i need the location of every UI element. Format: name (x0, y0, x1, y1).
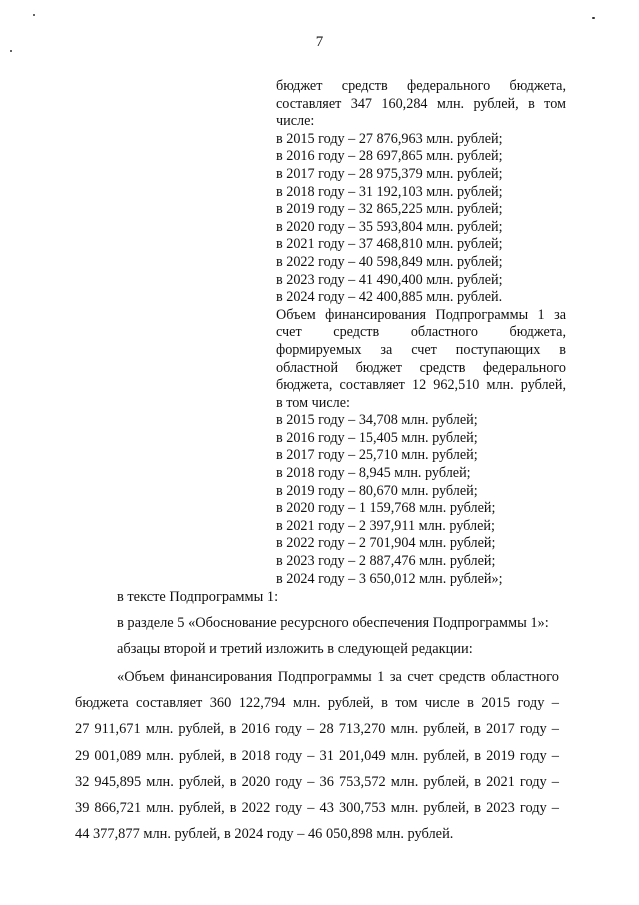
column-line: Объем финансирования Подпрограммы 1 за (276, 306, 566, 323)
column-line: в 2021 году – 37 468,810 млн. рублей; (276, 236, 503, 253)
scan-speck (33, 14, 35, 16)
column-line: областной бюджет средств федерального (276, 359, 566, 376)
body-line: 27 911,671 млн. рублей, в 2016 году – 28 713,270 млн. рублей, в 2017 году – (75, 721, 559, 738)
column-line: составляет 347 160,284 млн. рублей, в том (276, 95, 566, 112)
column-line: в 2020 году – 35 593,804 млн. рублей; (276, 218, 503, 235)
column-line: бюджета, составляет 12 962,510 млн. рублей, (276, 377, 566, 394)
body-line: бюджета составляет 360 122,794 млн. рублей, в том числе в 2015 году – (75, 695, 559, 712)
column-line: в 2022 году – 40 598,849 млн. рублей; (276, 253, 503, 270)
column-line: в 2018 году – 31 192,103 млн. рублей; (276, 183, 503, 200)
column-line: в 2017 году – 28 975,379 млн. рублей; (276, 165, 503, 182)
column-line: в том числе: (276, 394, 350, 411)
page-number: 7 (315, 34, 324, 50)
column-line: в 2016 году – 28 697,865 млн. рублей; (276, 148, 503, 165)
column-line: бюджет средств федерального бюджета, (276, 78, 566, 94)
column-line: в 2015 году – 34,708 млн. рублей; (276, 412, 478, 429)
body-line: 39 866,721 млн. рублей, в 2022 году – 43 300,753 млн. рублей, в 2023 году – (75, 799, 559, 816)
paragraph-subprogram-text: в тексте Подпрограммы 1: (117, 589, 279, 605)
column-line: в 2015 году – 27 876,963 млн. рублей; (276, 130, 503, 147)
column-line: в 2022 году – 2 701,904 млн. рублей; (276, 535, 496, 552)
column-line: в 2018 году – 8,945 млн. рублей; (276, 465, 471, 482)
body-line: «Объем финансирования Подпрограммы 1 за счет средств областного (117, 669, 559, 685)
amended-text-block (75, 664, 559, 847)
scan-speck (592, 17, 595, 19)
column-line: в 2020 году – 1 159,768 млн. рублей; (276, 500, 496, 517)
column-line: в 2019 году – 32 865,225 млн. рублей; (276, 201, 503, 218)
column-line: в 2024 году – 42 400,885 млн. рублей. (276, 289, 503, 306)
column-line: числе: (276, 113, 315, 130)
paragraph-instruction: абзацы второй и третий изложить в следующей редакции: (117, 641, 473, 657)
column-line: формируемых за счет поступающих в (276, 341, 566, 358)
paragraph-section-5: в разделе 5 «Обоснование ресурсного обеспечения Подпрограммы 1»: (117, 615, 549, 631)
column-line: счет средств областного бюджета, (276, 324, 566, 341)
body-line: 32 945,895 млн. рублей, в 2020 году – 36 753,572 млн. рублей, в 2021 году – (75, 773, 559, 790)
body-line: 29 001,089 млн. рублей, в 2018 году – 31 201,049 млн. рублей, в 2019 году – (75, 747, 559, 764)
column-line: в 2016 году – 15,405 млн. рублей; (276, 429, 478, 446)
column-line: в 2023 году – 2 887,476 млн. рублей; (276, 553, 496, 570)
body-line: 44 377,877 млн. рублей, в 2024 году – 46 050,898 млн. рублей. (75, 826, 454, 843)
funding-column (276, 78, 566, 588)
column-line: в 2023 году – 41 490,400 млн. рублей; (276, 271, 503, 288)
column-line: в 2021 году – 2 397,911 млн. рублей; (276, 517, 495, 534)
column-line: в 2017 году – 25,710 млн. рублей; (276, 447, 478, 464)
column-line: в 2019 году – 80,670 млн. рублей; (276, 482, 478, 499)
column-line: в 2024 году – 3 650,012 млн. рублей»; (276, 570, 503, 587)
